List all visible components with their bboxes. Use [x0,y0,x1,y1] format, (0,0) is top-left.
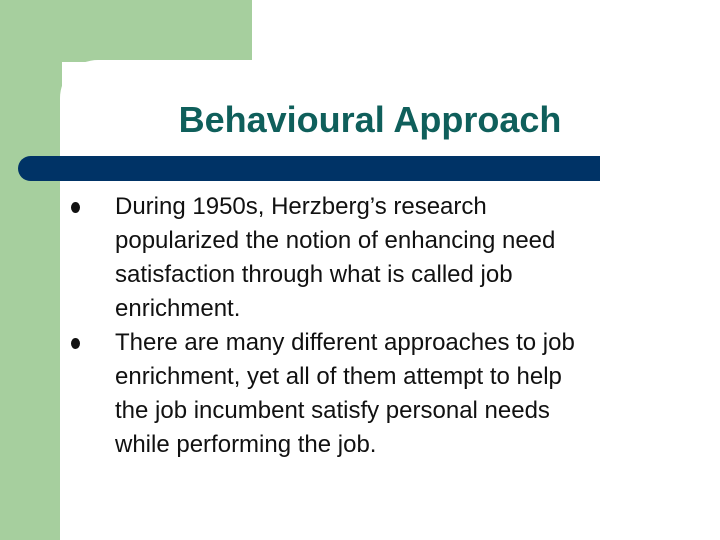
bullet-2-line-2: enrichment, yet all of them attempt to help [115,363,562,390]
bullet-1-line-4: enrichment. [115,295,241,322]
bullet-dot-icon [71,338,80,349]
bullet-2-line-1: There are many different approaches to job [115,329,575,356]
bullet-1-line-1: During 1950s, Herzberg’s research [115,193,487,220]
bullet-2-line-4: while performing the job. [115,431,377,458]
green-left-band [0,0,62,540]
bullet-1-line-2: popularized the notion of enhancing need [115,227,556,254]
bullet-dot-icon [71,202,80,213]
bullet-1-line-3: satisfaction through what is called job [115,261,513,288]
bullet-2-line-3: the job incumbent satisfy personal needs [115,397,550,424]
slide-title: Behavioural Approach [178,99,562,140]
bullet-item-2 [68,326,688,462]
bullet-item-1 [68,190,688,326]
bullet-list [68,190,688,462]
title-divider-bar [18,156,600,181]
